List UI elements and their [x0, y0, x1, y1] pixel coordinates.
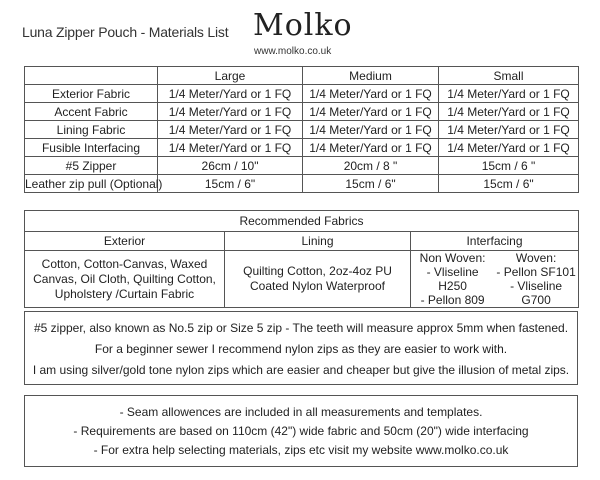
- recommended-fabrics-table: [24, 210, 579, 308]
- table-row: [25, 103, 579, 121]
- lining-line: Quilting Cotton, 2oz-4oz PU: [243, 264, 392, 278]
- table-cell: 1/4 Meter/Yard or 1 FQ: [303, 121, 439, 139]
- seam-notes-box: [24, 395, 578, 467]
- table-header-row: [25, 67, 579, 85]
- column-header-medium: Medium: [303, 67, 439, 85]
- column-header-large: Large: [158, 67, 303, 85]
- non-woven-list: [411, 251, 494, 307]
- woven-list: [494, 251, 578, 307]
- row-label: Lining Fabric: [25, 121, 158, 139]
- exterior-line: Canvas, Oil Cloth, Quilting Cotton,: [33, 271, 216, 286]
- seam-note: - Seam allowences are included in all measurements and templates.: [119, 405, 483, 419]
- row-label: #5 Zipper: [25, 157, 158, 175]
- table-corner-cell: [25, 67, 158, 85]
- lining-line: Coated Nylon Waterproof: [250, 279, 385, 293]
- recommended-fabrics-section: [24, 210, 578, 307]
- table-row: [25, 157, 579, 175]
- table-cell: 1/4 Meter/Yard or 1 FQ: [439, 103, 579, 121]
- fabrics-interfacing-cell: [411, 251, 579, 308]
- table-row: [25, 139, 579, 157]
- zipper-note: For a beginner sewer I recommend nylon zips as they are easier to work with.: [94, 342, 508, 356]
- fabrics-header-interfacing: Interfacing: [411, 232, 579, 251]
- row-label: Exterior Fabric: [25, 85, 158, 103]
- table-cell: 1/4 Meter/Yard or 1 FQ: [158, 85, 303, 103]
- zipper-note: I am using silver/gold tone nylon zips which are easier and cheaper but give the illusion of metal zips.: [32, 363, 570, 377]
- table-cell: 15cm / 6": [303, 175, 439, 193]
- non-woven-heading: Non Woven:: [419, 251, 486, 265]
- table-cell: 1/4 Meter/Yard or 1 FQ: [439, 121, 579, 139]
- table-cell: 1/4 Meter/Yard or 1 FQ: [303, 139, 439, 157]
- table-cell: 1/4 Meter/Yard or 1 FQ: [303, 103, 439, 121]
- seam-note: - Requirements are based on 110cm (42") wide fabric and 50cm (20") wide interfacing: [73, 424, 529, 438]
- table-row: [25, 175, 579, 193]
- fabrics-exterior-cell: [25, 251, 225, 308]
- woven-heading: Woven:: [515, 251, 557, 265]
- fabrics-lining-cell: [225, 251, 411, 308]
- zipper-note: #5 zipper, also known as No.5 zip or Size 5 zip - The teeth will measure approx 5mm when fastened.: [33, 321, 569, 335]
- table-cell: 15cm / 6 ": [439, 157, 579, 175]
- recommended-fabrics-title: Recommended Fabrics: [25, 211, 579, 232]
- table-row: [25, 85, 579, 103]
- seam-note: - For extra help selecting materials, zips etc visit my website www.molko.co.uk: [93, 443, 509, 457]
- table-cell: 1/4 Meter/Yard or 1 FQ: [158, 103, 303, 121]
- table-cell: 15cm / 6": [439, 175, 579, 193]
- column-header-small: Small: [439, 67, 579, 85]
- non-woven-item: - Pellon 809: [420, 293, 485, 307]
- fabrics-header-exterior: Exterior: [25, 232, 225, 251]
- table-row: [25, 121, 579, 139]
- table-cell: 1/4 Meter/Yard or 1 FQ: [158, 139, 303, 157]
- row-label: Fusible Interfacing: [25, 139, 158, 157]
- table-cell: 26cm / 10": [158, 157, 303, 175]
- table-cell: 1/4 Meter/Yard or 1 FQ: [303, 85, 439, 103]
- row-label: Leather zip pull (Optional): [25, 176, 163, 191]
- table-cell: 15cm / 6": [158, 175, 303, 193]
- brand-url: www.molko.co.uk: [254, 46, 332, 57]
- zipper-notes-box: [24, 311, 578, 385]
- document-title: Luna Zipper Pouch - Materials List: [22, 24, 229, 40]
- table-cell: 1/4 Meter/Yard or 1 FQ: [439, 139, 579, 157]
- materials-table: [24, 66, 579, 193]
- non-woven-item: - Vliseline H250: [426, 265, 479, 293]
- table-cell: 1/4 Meter/Yard or 1 FQ: [439, 85, 579, 103]
- exterior-line: Cotton, Cotton-Canvas, Waxed: [41, 256, 208, 271]
- woven-item: - Vliseline G700: [510, 279, 563, 307]
- exterior-line: Upholstery /Curtain Fabric: [54, 286, 195, 301]
- woven-item: - Pellon SF101: [496, 265, 576, 279]
- row-label: Accent Fabric: [25, 103, 158, 121]
- table-cell: 1/4 Meter/Yard or 1 FQ: [158, 121, 303, 139]
- brand-logo: Molko: [253, 8, 353, 43]
- table-cell: 20cm / 8 ": [303, 157, 439, 175]
- fabrics-header-lining: Lining: [225, 232, 411, 251]
